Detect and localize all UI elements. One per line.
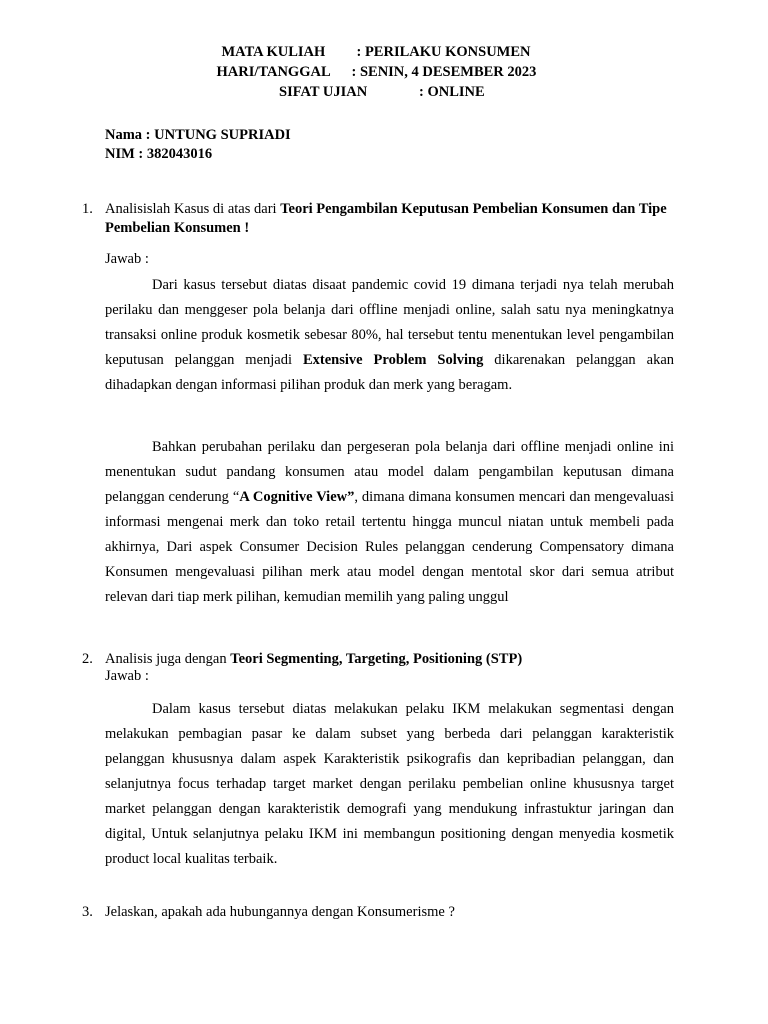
date-value: : SENIN, 4 DESEMBER 2023 bbox=[351, 64, 537, 80]
student-nim: NIM : 382043016 bbox=[105, 146, 213, 162]
question-3-text: Jelaskan, apakah ada hubungannya dengan Konsumerisme ? bbox=[105, 904, 455, 920]
question-2-text bbox=[105, 650, 674, 669]
q1-p2-text-a: Bahkan perubahan perilaku dan pergeseran pola belanja dari offline menjadi online ini menentukan sudut pandang konsumen atau model dalam pengambilan keputusan dimana pelanggan cenderung “ bbox=[105, 439, 674, 505]
question-2 bbox=[82, 650, 674, 669]
type-label: SIFAT UJIAN bbox=[279, 84, 368, 100]
q1-p1-bold: Extensive Problem Solving bbox=[302, 352, 484, 368]
question-1-answer-paragraph-1 bbox=[105, 273, 674, 398]
course-label: MATA KULIAH bbox=[221, 44, 326, 60]
question-1-answer-paragraph-2 bbox=[105, 435, 674, 610]
q1-p2-bold: A Cognitive View” bbox=[239, 489, 355, 505]
question-3 bbox=[82, 903, 674, 922]
question-1-number: 1. bbox=[82, 201, 93, 217]
q1-p1-text-a: Dari kasus tersebut diatas disaat pandemic covid 19 dimana terjadi nya telah merubah perilaku dan menggeser pola belanja dari offline menjadi online, salah satu nya meningkatnya transaksi online produk kosmetik sebesar 80%, hal tersebut tentu menentukan level pengambilan keputusan pelanggan menjadi bbox=[105, 277, 674, 368]
student-name: Nama : UNTUNG SUPRIADI bbox=[105, 127, 291, 143]
student-identity bbox=[105, 126, 291, 164]
q1-p2-text-b: , dimana dimana konsumen mencari dan mengevaluasi informasi mengenai merk dan toko retail tertentu hingga muncul niatan untuk membeli pada akhirnya, Dari aspek Consumer Decision Rules pelanggan cenderung Compensatory dimana Konsumen mengevaluasi pilihan merk atau model dengan mentotal skor dari semua atribut relevan dari tiap merk pilihan, kemudian memilih yang paling unggul bbox=[105, 489, 674, 605]
course-value: : PERILAKU KONSUMEN bbox=[356, 44, 531, 60]
question-1-text bbox=[105, 200, 674, 238]
question-2-answer-paragraph: Dalam kasus tersebut diatas melakukan pelaku IKM melakukan segmentasi dengan melakukan pembagian pasar ke dalam subset yang berbeda dari pelanggan karakteristik pelanggan khususnya dalam aspek Karakteristik psikografis dan kepribadian pelanggan, dan selanjutnya focus terhadap target market dengan perilaku pembelian online khususnya target market pelanggan dengan karakteristik demografi yang mendukung infrastuktur jaringan dan digital, Untuk selanjutnya pelaku IKM ini membangun positioning dengan menyedia kosmetik product local kualitas terbaik. bbox=[105, 701, 674, 867]
question-1-text-bold: Teori Pengambilan Keputusan Pembelian Konsumen dan Tipe Pembelian Konsumen ! bbox=[105, 201, 667, 236]
question-1 bbox=[82, 200, 674, 238]
date-label: HARI/TANGGAL bbox=[216, 64, 331, 80]
q1-p1-text-b: dikarenakan pelanggan akan dihadapkan dengan informasi pilihan produk dan merk yang beragam. bbox=[105, 352, 675, 393]
type-row bbox=[0, 82, 768, 102]
date-row bbox=[0, 62, 768, 82]
type-value: : ONLINE bbox=[419, 84, 485, 100]
question-2-text-plain: Analisis juga dengan bbox=[105, 651, 231, 667]
exam-header bbox=[0, 42, 768, 102]
question-3-number: 3. bbox=[82, 904, 93, 920]
question-2-number: 2. bbox=[82, 651, 93, 667]
question-2-text-bold: Teori Segmenting, Targeting, Positioning (STP) bbox=[230, 651, 523, 667]
question-2-answer-label: Jawab : bbox=[105, 668, 149, 684]
course-row bbox=[0, 42, 768, 62]
question-1-answer-label: Jawab : bbox=[105, 251, 149, 267]
question-1-text-plain: Analisislah Kasus di atas dari bbox=[105, 201, 281, 217]
